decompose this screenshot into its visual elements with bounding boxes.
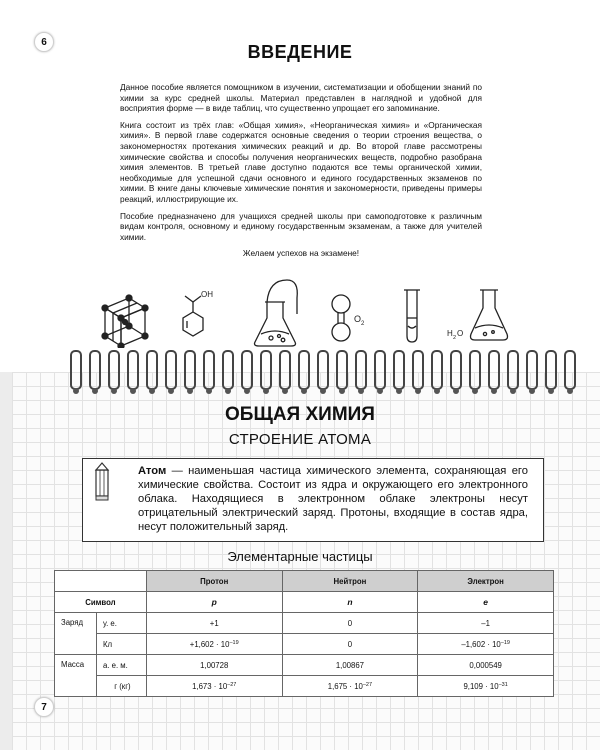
intro-text (120, 82, 482, 265)
spiral-hole (396, 388, 402, 394)
spiral-loop (127, 350, 139, 390)
table-row-charge-coulomb (55, 634, 554, 655)
column-header-proton: Протон (146, 571, 282, 592)
row-group-charge: Заряд (55, 613, 97, 655)
spiral-hole (301, 388, 307, 394)
mass-amu-proton: 1,00728 (146, 655, 282, 676)
spiral-hole (434, 388, 440, 394)
mass-grams-proton: $1,673 \cdot 10^{-27}$ (146, 676, 282, 697)
spiral-loop (317, 350, 329, 390)
particles-table-title: Элементарные частицы (227, 549, 373, 564)
spiral-hole (358, 388, 364, 394)
column-header-neutron: Нейтрон (282, 571, 418, 592)
table-row-mass-grams (55, 676, 554, 697)
table-row-mass-amu (55, 655, 554, 676)
spiral-hole (282, 388, 288, 394)
h2o-oxygen: O (457, 329, 464, 338)
table-corner-cell (55, 571, 147, 592)
mass-amu-neutron: 1,00867 (282, 655, 418, 676)
spiral-loop (70, 350, 82, 390)
oh-label: OH (201, 290, 213, 299)
spiral-hole (130, 388, 136, 394)
spiral-loop (89, 350, 101, 390)
symbol-electron: e (418, 592, 554, 613)
spiral-loop (526, 350, 538, 390)
spiral-hole (206, 388, 212, 394)
chemistry-illustrations (85, 270, 515, 352)
spiral-loop (260, 350, 272, 390)
section-subtitle: СТРОЕНИЕ АТОМА (228, 431, 372, 448)
spiral-loop (355, 350, 367, 390)
spiral-loop (488, 350, 500, 390)
table-row-charge-ue (55, 613, 554, 634)
spiral-hole (510, 388, 516, 394)
spiral-hole (529, 388, 535, 394)
spiral-loop (146, 350, 158, 390)
definition-body: — наименьшая частица химического элемента, сохраняющая его химические свойства. Состоит из ядра и окружающего его электронного облака. Находящиеся в электронном облаке электроны несут отрицательный электрический заряд. Протоны, входящие в состав ядра, несут положительный заряд. (138, 465, 528, 533)
spiral-loop (545, 350, 557, 390)
spiral-hole (149, 388, 155, 394)
column-header-electron: Электрон (418, 571, 554, 592)
spiral-loop (412, 350, 424, 390)
o2-subscript: 2 (361, 321, 365, 327)
retort-flask-icon (247, 274, 303, 350)
table-header-row (55, 571, 554, 592)
h2o-flask-icon (447, 284, 513, 346)
definition-term: Атом (138, 465, 167, 477)
spiral-loop (469, 350, 481, 390)
spiral-hole (263, 388, 269, 394)
spiral-hole (453, 388, 459, 394)
spiral-hole (377, 388, 383, 394)
spiral-loop (279, 350, 291, 390)
intro-paragraph-1: Данное пособие является помощником в изучении, систематизации и обобщении знаний по химии за курс средней школы. Материал представлен в наглядной и удобной для восприятия форме — в виде таблиц, что существенно упрощает его запоминание. (120, 82, 482, 114)
spiral-loop (431, 350, 443, 390)
charge-coulomb-neutron: 0 (282, 634, 418, 655)
row-label-symbol: Символ (55, 592, 147, 613)
spiral-hole (548, 388, 554, 394)
spiral-hole (111, 388, 117, 394)
intro-paragraph-2: Книга состоит из трёх глав: «Общая химия», «Неорганическая химия» и «Органическая химия». В первой главе содержатся основные сведения о теории строения вещества, о закономерностях протекания химических реакций и др. Во второй главе рассмотрены химические свойства и способы получения неорганических веществ, подробно разобрана химия элементов. В третьей главе доступно подаются все темы органической химии, необходимые для успешной сдачи основного и единого государственных экзаменов по химии. В книге даны ключевые химические понятия и закономерности, приведены примеры реакций, иллюстрирующие их. (120, 119, 482, 204)
spiral-hole (92, 388, 98, 394)
unit-charge-ue: у. е. (96, 613, 146, 634)
spiral-hole (168, 388, 174, 394)
symbol-proton: p (146, 592, 282, 613)
definition-text (138, 464, 528, 534)
spiral-hole (415, 388, 421, 394)
spiral-loop (165, 350, 177, 390)
spiral-loop (336, 350, 348, 390)
spiral-hole (491, 388, 497, 394)
mass-amu-electron: 0,000549 (418, 655, 554, 676)
elementary-particles-table (54, 570, 554, 697)
intro-closing: Желаем успехов на экзамене! (242, 248, 360, 259)
spiral-hole (225, 388, 231, 394)
symbol-neutron: n (282, 592, 418, 613)
spiral-loop (203, 350, 215, 390)
crystal-lattice-icon (99, 290, 151, 348)
h2o-subscript: 2 (453, 335, 457, 341)
mass-grams-neutron: $1,675 \cdot 10^{-27}$ (282, 676, 418, 697)
spiral-loop (241, 350, 253, 390)
o2-label: O (354, 314, 362, 324)
spiral-loop (507, 350, 519, 390)
mass-grams-electron: $9,109 \cdot 10^{-31}$ (418, 676, 554, 697)
section-title: ОБЩАЯ ХИМИЯ (225, 404, 375, 425)
spiral-loop (450, 350, 462, 390)
spiral-hole (339, 388, 345, 394)
unit-mass-grams: г (кг) (96, 676, 146, 697)
spiral-loop (393, 350, 405, 390)
spiral-hole (187, 388, 193, 394)
page-number-bottom: 7 (34, 697, 54, 717)
spiral-binding (0, 344, 600, 404)
h2o-label: H (447, 329, 453, 338)
charge-coulomb-electron: $-1,602 \cdot 10^{-19}$ (418, 634, 554, 655)
unit-charge-coulomb: Кл (96, 634, 146, 655)
charge-ue-electron: –1 (418, 613, 554, 634)
charge-ue-neutron: 0 (282, 613, 418, 634)
spiral-loop (222, 350, 234, 390)
charge-coulomb-proton: $+1,602 \cdot 10^{-19}$ (146, 634, 282, 655)
spiral-hole (244, 388, 250, 394)
spiral-loop (298, 350, 310, 390)
intro-title: ВВЕДЕНИЕ (247, 42, 353, 62)
table-row-symbol (55, 592, 554, 613)
charge-ue-proton: +1 (146, 613, 282, 634)
unit-mass-amu: а. е. м. (96, 655, 146, 676)
pencil-icon (89, 462, 115, 502)
spiral-loop (564, 350, 576, 390)
spiral-loop (374, 350, 386, 390)
spiral-hole (320, 388, 326, 394)
intro-paragraph-3: Пособие предназначено для учащихся средней школы при самоподготовке к различным видам контроля, основному и единому государственным экзаменам, а также для учителей химии. (120, 210, 482, 242)
spiral-hole (73, 388, 79, 394)
test-tube-icon (401, 286, 423, 346)
oxygen-molecule-icon (327, 288, 371, 346)
benzoic-acid-icon (177, 288, 217, 344)
row-group-mass: Масса (55, 655, 97, 697)
spiral-loop (184, 350, 196, 390)
page-number-top: 6 (34, 32, 54, 52)
spiral-hole (567, 388, 573, 394)
spiral-hole (472, 388, 478, 394)
spiral-loop (108, 350, 120, 390)
